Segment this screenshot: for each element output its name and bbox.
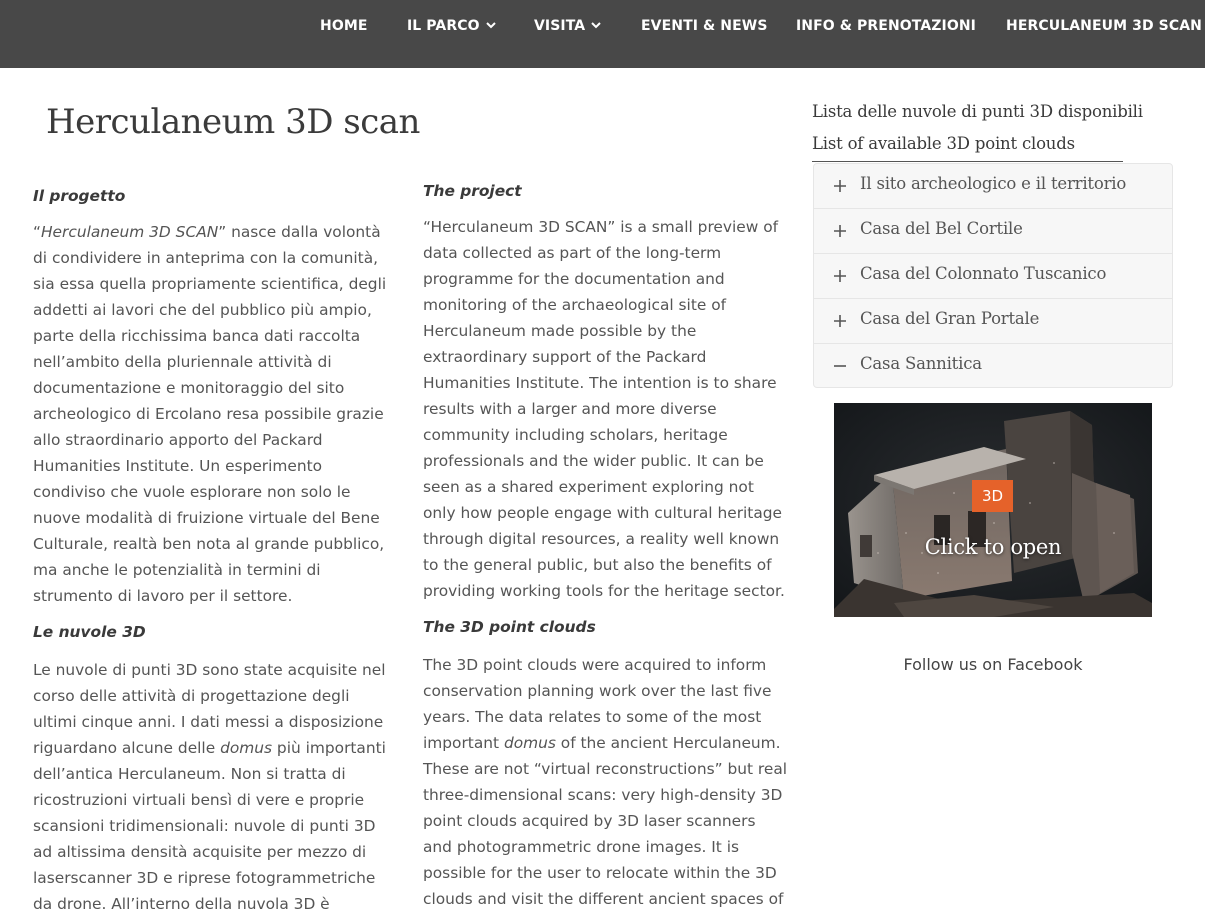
accordion-label: Casa del Gran Portale <box>860 309 1040 328</box>
accordion-item-sito-archeologico[interactable] <box>814 164 1172 209</box>
italian-paragraph-point-clouds <box>33 657 395 917</box>
italian-paragraph-project <box>33 219 395 609</box>
nav-visita[interactable] <box>534 18 602 38</box>
english-p2-after: of the ancient Herculaneum. These are not “virtual reconstructions” but real three-dimensional scans: very high-density 3D point clouds acquired by 3D laser scanners and photogrammetric drone images. It is possible for the user to relocate within the 3D clouds and visit the different ancient spaces of <box>423 734 788 908</box>
open-quote: “ <box>33 223 41 241</box>
plus-icon <box>833 224 847 238</box>
accordion-item-gran-portale[interactable] <box>814 299 1172 344</box>
nav-il-parco-label: IL PARCO <box>407 18 480 34</box>
italian-heading-point-clouds: Le nuvole 3D <box>33 623 146 641</box>
accordion-label: Casa del Colonnato Tuscanico <box>860 264 1107 283</box>
plus-icon <box>833 179 847 193</box>
3d-badge[interactable]: 3D <box>972 480 1013 512</box>
accordion-label: Casa Sannitica <box>860 354 982 373</box>
english-heading-project: The project <box>423 182 522 200</box>
nav-info-prenotazioni[interactable] <box>796 18 976 38</box>
plus-icon <box>833 314 847 328</box>
italian-p2-before: Le nuvole di punti 3D sono state acquisite nel corso delle attività di progettazione degli ultimi cinque anni. I dati messi a disposizione riguardano alcune delle <box>33 661 386 757</box>
english-p2-domus: domus <box>503 734 556 752</box>
page-title: Herculaneum 3D scan <box>46 102 420 142</box>
accordion-item-colonnato-tuscanico[interactable] <box>814 254 1172 299</box>
italian-p2-domus: domus <box>220 739 273 757</box>
sidebar-heading-english: List of available 3D point clouds <box>812 134 1075 153</box>
english-column <box>423 178 788 912</box>
nav-herculaneum-3d-scan[interactable] <box>1006 18 1202 38</box>
english-paragraph-project: “Herculaneum 3D SCAN” is a small preview of data collected as part of the long-term programme for the documentation and monitoring of the archaeological site of Herculaneum made possible by the extraordinary support of the Packard Humanities Institute. The intention is to share results with a larger and more diverse community including scholars, heritage professionals and the wider public. It can be seen as a shared experiment exploring not only how people engage with cultural heritage through digital resources, a reality well known to the general public, but also the benefits of providing working tools for the heritage sector. <box>423 218 785 600</box>
follow-us-text: Follow us on <box>903 655 1008 674</box>
italian-p2-after: più importanti dell’antica Herculaneum. Non si tratta di ricostruzioni virtuali bensì di vere e proprie scansioni tridimensionali: nuvole di punti 3D ad altissima densità acquisite per mezzo di laserscanner 3D e riprese fotogrammetriche da drone. All’interno della nuvola 3D è <box>33 739 386 913</box>
nav-il-parco[interactable] <box>407 18 497 38</box>
sidebar-heading-italian: Lista delle nuvole di punti 3D disponibili <box>812 102 1143 121</box>
accordion-label: Casa del Bel Cortile <box>860 219 1023 238</box>
chevron-down-icon <box>485 19 497 31</box>
nav-home-label: HOME <box>320 18 368 34</box>
follow-us <box>834 655 1152 674</box>
english-heading-point-clouds: The 3D point clouds <box>423 618 596 636</box>
accordion-label: Il sito archeologico e il territorio <box>860 174 1127 193</box>
english-p2-before: The 3D point clouds were acquired to inform conservation planning work over the last five years. The data relates to some of the most important <box>423 656 772 752</box>
sidebar-divider <box>812 161 1123 162</box>
italian-heading-project: Il progetto <box>33 187 126 205</box>
nav-visita-label: VISITA <box>534 18 586 34</box>
accordion-item-bel-cortile[interactable] <box>814 209 1172 254</box>
italian-column <box>33 183 395 917</box>
nav-eventi-news[interactable] <box>641 18 768 38</box>
english-paragraph-point-clouds <box>423 652 788 912</box>
italian-paragraph-project-body: ” nasce dalla volontà di condividere in anteprima con la comunità, sia essa quella propriamente scientifica, degli addetti ai lavori che del pubblico più ampio, parte della ricchissima banca dati raccolta nell’ambito della pluriennale attività di documentazione e monitoraggio del sito archeologico di Ercolano resa possibile grazie allo straordinario apporto del Packard Humanities Institute. Un esperimento condiviso che vuole esplorare non solo le nuove modalità di fruizione virtuale del Bene Culturale, realtà ben nota al grande pubblico, ma anche le potenzialità in termini di strumento di lavoro per il settore. <box>33 223 387 605</box>
nav-info-prenotazioni-label: INFO & PRENOTAZIONI <box>796 18 976 34</box>
top-navigation-bar <box>0 0 1205 68</box>
nav-herculaneum-3d-scan-label: HERCULANEUM 3D SCAN <box>1006 18 1202 34</box>
minus-icon <box>833 359 847 373</box>
nav-eventi-news-label: EVENTI & NEWS <box>641 18 768 34</box>
click-to-open-caption[interactable]: Click to open <box>924 535 1062 559</box>
project-name: Herculaneum 3D SCAN <box>40 223 219 241</box>
facebook-link[interactable]: Facebook <box>1007 655 1083 674</box>
plus-icon <box>833 269 847 283</box>
accordion-item-casa-sannitica[interactable] <box>814 344 1172 388</box>
point-cloud-accordion <box>813 163 1173 388</box>
nav-home[interactable] <box>320 18 368 38</box>
chevron-down-icon <box>590 19 602 31</box>
